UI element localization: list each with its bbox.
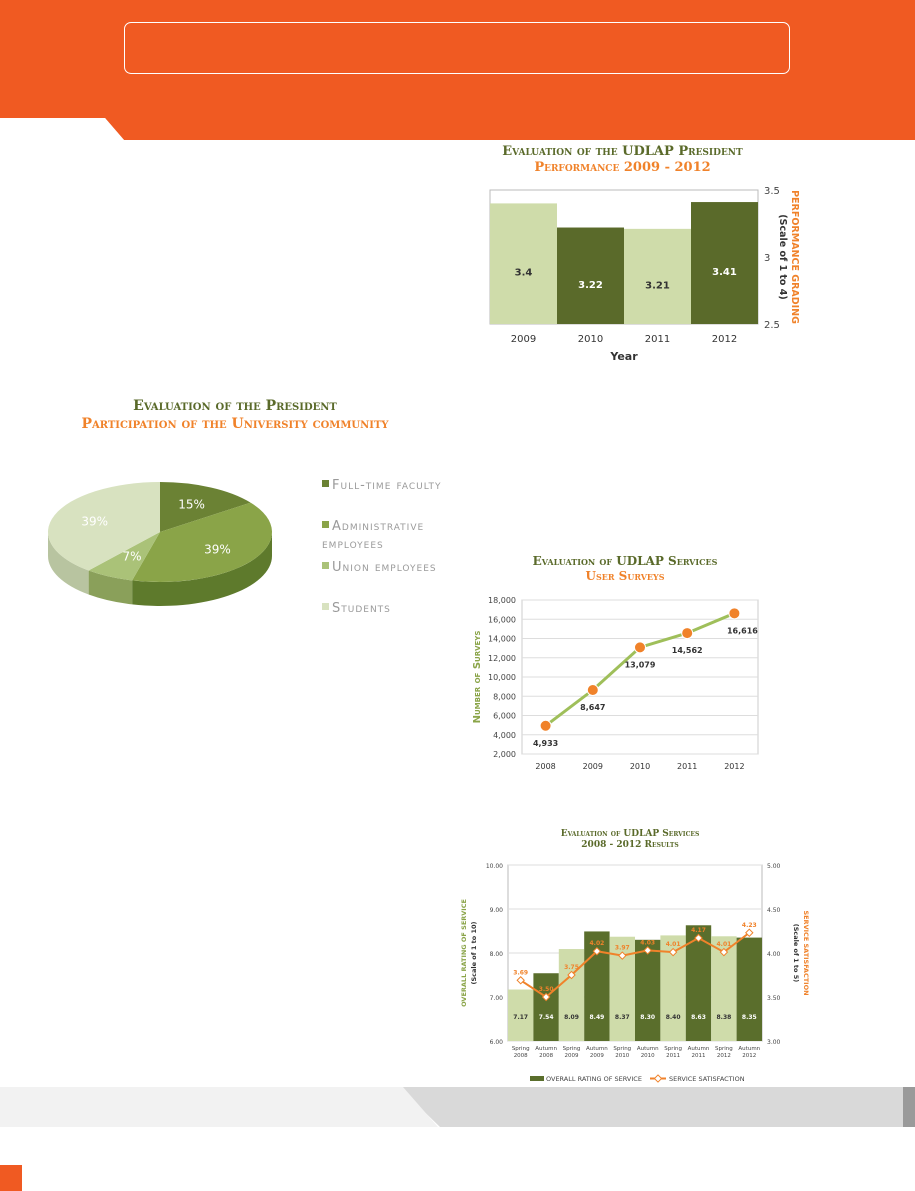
data-label: 3.22 (578, 279, 603, 291)
x-axis-label: Year (610, 350, 638, 363)
x-tick-label: 2009 (589, 1053, 604, 1059)
x-tick-label: 2012 (711, 334, 738, 345)
data-point (540, 720, 551, 731)
chart-title-services-results (530, 829, 730, 852)
president-performance-chart (480, 180, 820, 370)
y-axis-sublabel-left: (Scale of 1 to 10) (470, 921, 478, 985)
y-axis-label: PERFORMANCE GRADING (789, 190, 800, 324)
line-data-label: 4.02 (589, 940, 605, 948)
y-axis-sublabel-right: (Scale of 1 to 5) (792, 923, 800, 983)
bar-data-label: 7.17 (513, 1014, 529, 1021)
legend-swatch-bars (530, 1076, 544, 1081)
x-tick-label: 2010 (640, 1053, 655, 1059)
legend-swatch (322, 521, 329, 528)
y-axis-label-right: SERVICE SATISFACTION (802, 910, 810, 996)
y-tick-label: 2,000 (493, 750, 516, 759)
bar-data-label: 8.30 (640, 1014, 656, 1021)
line-data-label: 3.75 (564, 964, 579, 971)
footer-bar (0, 1087, 915, 1127)
data-point (682, 628, 693, 639)
x-tick-label: 2009 (510, 334, 537, 345)
bar-data-label: 8.37 (614, 1014, 630, 1021)
line-data-label: 3.97 (614, 944, 630, 952)
y-tick-label-left: 10.00 (485, 863, 503, 870)
y-axis-sublabel: (Scale of 1 to 4) (777, 214, 788, 300)
line-data-label: 4.03 (640, 939, 656, 947)
page-marker (0, 1165, 22, 1191)
x-tick-label: 2010 (629, 762, 651, 771)
x-tick-label: Spring (511, 1046, 530, 1052)
services-results-chart (450, 855, 820, 1087)
bar-overall-rating (635, 940, 660, 1041)
y-tick-label: 3 (764, 253, 771, 264)
x-tick-label: Spring (562, 1046, 581, 1052)
x-tick-label: 2012 (716, 1053, 731, 1059)
chart-subtitle: 2008 - 2012 Results (581, 840, 679, 851)
data-label: 4,933 (532, 738, 559, 748)
x-tick-label: 2009 (582, 762, 603, 771)
legend-marker (654, 1075, 661, 1082)
x-tick-label: 2012 (724, 762, 745, 771)
participation-pie-chart (40, 470, 280, 630)
data-label: 14,562 (671, 646, 703, 656)
y-tick-label-left: 6.00 (489, 1039, 503, 1046)
x-tick-label: Autumn (738, 1046, 761, 1052)
x-tick-label: 2008 (513, 1053, 528, 1059)
bar-data-label: 8.35 (741, 1014, 757, 1021)
x-tick-label: Autumn (535, 1046, 557, 1052)
data-label: 3.41 (712, 267, 737, 279)
legend-label: SERVICE SATISFACTION (669, 1075, 745, 1083)
chart-title: Evaluation of UDLAP Services (560, 829, 700, 839)
x-tick-label: Spring (715, 1046, 733, 1052)
y-tick-label-left: 9.00 (489, 907, 503, 914)
x-tick-label: Spring (613, 1046, 632, 1052)
legend-item: Full-time faculty (322, 478, 442, 493)
data-label: 13,079 (624, 660, 656, 670)
bar-overall-rating (559, 949, 584, 1041)
y-tick-label-right: 3.00 (767, 1039, 781, 1046)
x-tick-label: 2011 (644, 334, 671, 345)
bar-data-label: 8.40 (665, 1014, 681, 1021)
x-tick-label: 2011 (677, 762, 698, 771)
bar-overall-rating (533, 973, 558, 1041)
pie-slice-label: 15% (178, 497, 205, 512)
y-tick-label-left: 7.00 (489, 995, 503, 1002)
data-label: 16,616 (726, 626, 758, 636)
y-tick-label: 8,000 (493, 692, 516, 702)
pie-slice-label: 7% (122, 549, 142, 564)
data-point (587, 685, 598, 696)
y-tick-label-right: 3.50 (767, 995, 781, 1002)
pie-legend (322, 478, 472, 628)
bar-2012 (691, 202, 758, 324)
legend-item: Union employees (322, 560, 437, 575)
line-data-label: 3.69 (513, 969, 529, 977)
y-tick-label: 3.5 (764, 186, 780, 197)
pie-slice-label: 39% (81, 514, 109, 529)
x-tick-label: Spring (664, 1046, 682, 1052)
y-axis-label: Number of Surveys (472, 630, 483, 724)
chart-title: Evaluation of the UDLAP President (502, 144, 743, 159)
legend-item: Students (322, 601, 391, 616)
chart-title-user-surveys (500, 554, 750, 584)
header-title-box (124, 22, 790, 74)
line-data-label: 4.01 (665, 941, 681, 949)
y-tick-label: 14,000 (488, 634, 516, 644)
x-tick-label: 2009 (564, 1053, 579, 1059)
y-tick-label: 2.5 (764, 320, 780, 331)
bar-overall-rating (737, 938, 762, 1041)
x-tick-label: 2010 (615, 1053, 630, 1059)
y-tick-label-left: 8.00 (489, 951, 503, 958)
legend-item: Administrative employees (322, 519, 425, 552)
chart-title-participation (60, 398, 410, 433)
x-tick-label: 2012 (742, 1053, 757, 1059)
x-tick-label: 2011 (666, 1053, 681, 1059)
y-tick-label: 12,000 (488, 653, 516, 663)
x-tick-label: Autumn (586, 1046, 608, 1052)
y-tick-label: 4,000 (493, 730, 516, 740)
y-tick-label: 10,000 (488, 673, 516, 682)
x-tick-label: Autumn (687, 1046, 710, 1052)
bar-data-label: 8.09 (564, 1014, 579, 1021)
data-label: 3.21 (645, 280, 670, 292)
y-tick-label-right: 5.00 (767, 863, 781, 870)
x-tick-label: 2008 (535, 762, 556, 771)
chart-title: Evaluation of UDLAP Services (532, 554, 718, 568)
data-point (635, 642, 646, 653)
line-data-label: 4.23 (741, 921, 757, 929)
legend-swatch (322, 603, 329, 610)
chart-subtitle: Performance 2009 - 2012 (534, 160, 711, 176)
x-tick-label: 2008 (539, 1053, 554, 1059)
line-data-label: 4.01 (716, 941, 732, 949)
legend-swatch (322, 562, 329, 569)
chart-subtitle: User Surveys (585, 569, 665, 583)
data-point (729, 608, 740, 619)
bar-2009 (490, 203, 557, 324)
y-tick-label: 6,000 (493, 711, 516, 721)
user-surveys-chart (462, 590, 772, 780)
y-tick-label: 16,000 (488, 615, 516, 625)
y-axis-label-left: OVERALL RATING OF SERVICE (460, 899, 468, 1007)
x-tick-label: Autumn (636, 1046, 659, 1052)
chart-title-president-performance (490, 144, 755, 177)
chart-subtitle: Participation of the University community (81, 415, 389, 432)
y-tick-label: 18,000 (488, 596, 516, 605)
x-tick-label: 2011 (691, 1053, 706, 1059)
bar-2011 (624, 229, 691, 324)
bar-data-label: 8.63 (691, 1014, 706, 1021)
bar-data-label: 7.54 (538, 1014, 554, 1021)
bar-data-label: 8.49 (589, 1014, 605, 1021)
x-tick-label: 2010 (577, 334, 604, 345)
bar-2010 (557, 228, 624, 324)
chart-title: Evaluation of the President (133, 398, 337, 414)
line-data-label: 4.17 (691, 927, 706, 935)
line-data-label: 3.50 (538, 986, 554, 993)
y-tick-label-right: 4.50 (767, 907, 781, 914)
y-tick-label-right: 4.00 (767, 951, 781, 958)
legend-label: OVERALL RATING OF SERVICE (546, 1075, 642, 1083)
data-label: 3.4 (514, 267, 533, 279)
legend-swatch (322, 480, 329, 487)
data-label: 8,647 (580, 703, 606, 713)
bar-data-label: 8.38 (716, 1014, 732, 1021)
pie-slice-label: 39% (204, 542, 231, 557)
